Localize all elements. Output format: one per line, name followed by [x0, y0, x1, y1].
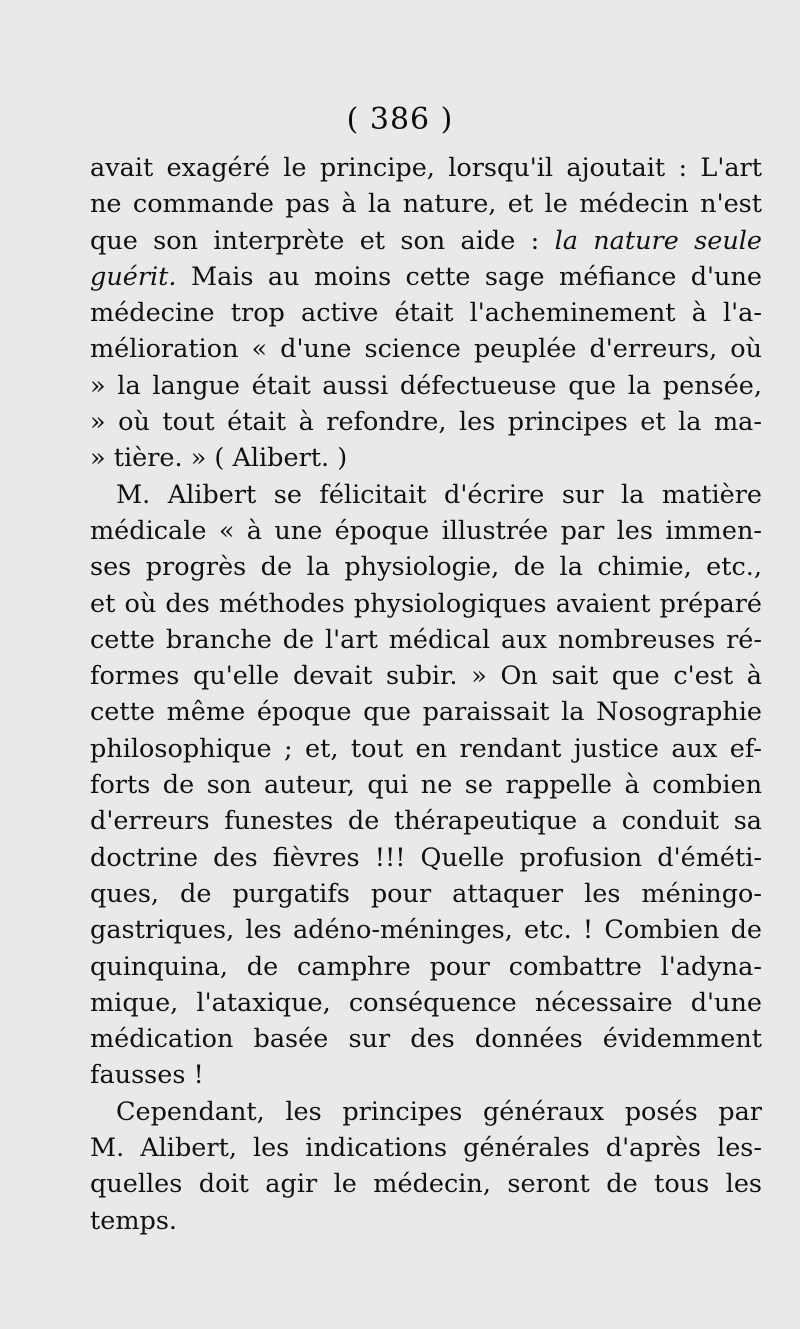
text-line-4 [90, 259, 762, 295]
text-line-4-end: Mais au moins cette sage méfiance d'une [176, 261, 762, 292]
text-line-11: médicale « à une époque illustrée par les immen- [90, 515, 762, 546]
text-line-15: formes qu'elle devait subir. » On sait que c'est à [90, 661, 762, 692]
text-line-12: ses progrès de la physiologie, de la chimie, etc., [90, 552, 762, 583]
text-line-30: temps. [90, 1205, 178, 1236]
italic-guerit: guérit. [90, 261, 177, 292]
text-line-5: médecine trop active était l'acheminement à l'a- [90, 298, 762, 329]
text-line-2: ne commande pas à la nature, et le médecin n'est [90, 189, 762, 220]
text-line-9: » tière. » ( Alibert. ) [90, 443, 348, 474]
text-line-13: et où des méthodes physiologiques avaient préparé [90, 588, 762, 619]
text-line-23: quinquina, de camphre pour combattre l'adyna- [90, 951, 762, 982]
text-line-3-start: que son interprète et son aide : [90, 225, 555, 256]
text-line-17: philosophique ; et, tout en rendant justice aux ef- [90, 733, 762, 764]
text-line-28: M. Alibert, les indications générales d'après les- [90, 1133, 762, 1164]
text-line-22: gastriques, les adéno-méninges, etc. ! Combien de [90, 915, 762, 946]
text-line-3 [90, 223, 762, 259]
text-line-26: fausses ! [90, 1060, 204, 1091]
text-line-10: M. Alibert se félicitait d'écrire sur la matière [116, 479, 762, 510]
italic-la-nature-seule: la nature seule [554, 225, 762, 256]
text-line-7: » la langue était aussi défectueuse que la pensée, [90, 370, 762, 401]
text-line-27: Cependant, les principes généraux posés par [116, 1096, 762, 1127]
text-line-16: cette même époque que paraissait la Nosographie [90, 697, 762, 728]
text-line-14: cette branche de l'art médical aux nombreuses ré- [90, 624, 762, 655]
page-number: ( 386 ) [346, 102, 454, 137]
text-line-24: mique, l'ataxique, conséquence nécessaire d'une [90, 987, 762, 1018]
text-line-21: ques, de purgatifs pour attaquer les méningo- [90, 878, 762, 909]
text-line-29: quelles doit agir le médecin, seront de tous les [90, 1169, 762, 1200]
text-line-1: avait exagéré le principe, lorsqu'il ajoutait : L'art [90, 153, 762, 183]
text-line-8: » où tout était à refondre, les principes et la ma- [90, 407, 762, 438]
text-line-19: d'erreurs funestes de thérapeutique a conduit sa [90, 806, 762, 837]
text-line-18: forts de son auteur, qui ne se rappelle à combien [90, 770, 762, 801]
text-line-20: doctrine des fièvres !!! Quelle profusion d'éméti- [90, 842, 762, 873]
text-line-6: mélioration « d'une science peuplée d'erreurs, où [90, 334, 762, 365]
body-text [90, 150, 762, 1239]
text-line-25: médication basée sur des données évidemment [90, 1024, 762, 1055]
